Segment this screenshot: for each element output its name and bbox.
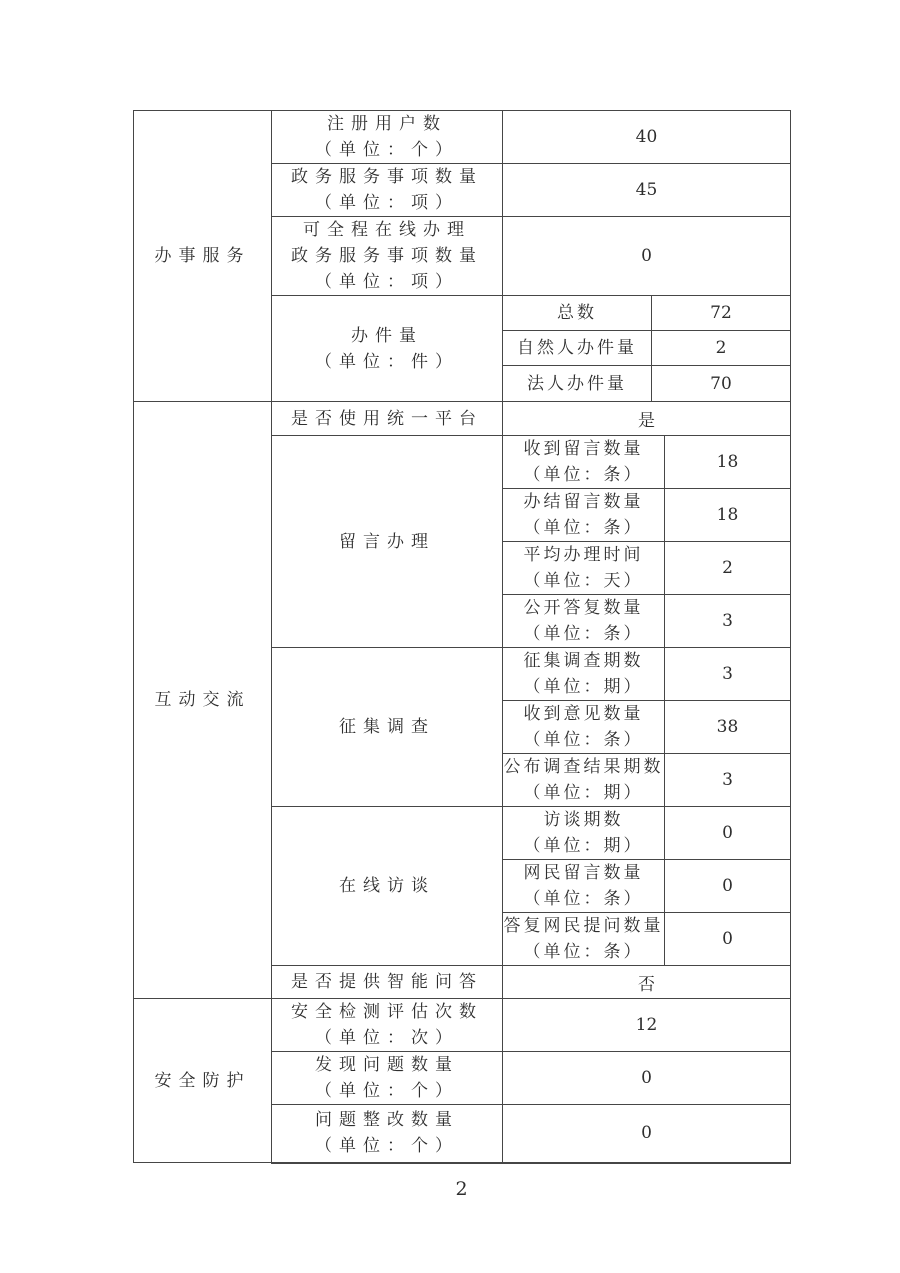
value-opinions-received: 38 (665, 701, 791, 754)
label-registered-users (272, 111, 503, 164)
label-unified-platform (272, 402, 503, 436)
page-number: 2 (455, 1178, 468, 1200)
category-cell-interaction (134, 402, 272, 999)
label-unit: （单位：件） (315, 351, 459, 372)
label-line: 发现问题数量 (315, 1055, 459, 1075)
group-survey-collection (272, 648, 503, 807)
label-survey-results-published (503, 754, 665, 807)
value-survey-results-published: 3 (665, 754, 791, 807)
label-opinions-received (503, 701, 665, 754)
group-label: 征集调查 (339, 717, 435, 737)
label-line: 办结留言数量 (523, 492, 644, 512)
label-unit: （单位：条） (523, 889, 644, 909)
category-cell-service (134, 111, 272, 402)
label-line: 注册用户数 (327, 114, 447, 134)
label-line: 安全检测评估次数 (291, 1002, 483, 1022)
label-line: 收到意见数量 (523, 704, 644, 724)
value-registered-users: 40 (503, 111, 791, 164)
category-label: 办事服务 (154, 246, 251, 266)
table-row (134, 111, 791, 164)
label-line: 平均办理时间 (523, 545, 644, 565)
label-unit: （单位：天） (523, 571, 644, 591)
group-label: 留言办理 (339, 531, 435, 552)
value-survey-periods: 3 (665, 648, 791, 701)
label-line: 答复网民提问数量 (503, 916, 664, 936)
label-unit: （单位：项） (315, 272, 459, 292)
label-line: 政务服务事项数量 (291, 167, 483, 187)
label-messages-completed (503, 489, 665, 542)
value-interview-periods: 0 (665, 807, 791, 860)
group-label: 在线访谈 (339, 876, 435, 896)
label-line: 公布调查结果期数 (503, 757, 664, 777)
value-online-items: 0 (503, 217, 791, 296)
label-total-cases (503, 296, 652, 331)
label-line: 政务服务事项数量 (291, 246, 483, 266)
value-messages-received: 18 (665, 436, 791, 489)
label-unit: （单位：个） (315, 1136, 459, 1157)
label-line: 公开答复数量 (523, 598, 644, 618)
value-total-cases: 72 (652, 296, 791, 331)
value-smart-qa: 否 (503, 966, 791, 999)
label-line: 收到留言数量 (523, 439, 644, 459)
label-unit: （单位：期） (523, 677, 644, 697)
value-average-handling-time: 2 (665, 542, 791, 595)
label-line: 法人办件量 (527, 373, 627, 394)
table-row (134, 402, 791, 436)
label-line: 是否提供智能问答 (291, 972, 483, 992)
value-service-items: 45 (503, 164, 791, 217)
label-public-replies (503, 595, 665, 648)
label-line: 自然人办件量 (517, 338, 637, 358)
value-netizen-messages: 0 (665, 860, 791, 913)
category-cell-security (134, 999, 272, 1163)
statistics-table (133, 110, 791, 1164)
label-line: 问题整改数量 (315, 1110, 459, 1131)
value-unified-platform: 是 (503, 402, 791, 436)
value-public-replies: 3 (665, 595, 791, 648)
label-unit: （单位：次） (315, 1028, 459, 1048)
label-line: 网民留言数量 (523, 863, 644, 883)
value-problems-found: 0 (503, 1052, 791, 1105)
category-label: 互动交流 (154, 690, 251, 710)
label-unit: （单位：条） (523, 730, 644, 750)
table-row (134, 999, 791, 1052)
label-problems-found (272, 1052, 503, 1105)
label-unit: （单位：条） (523, 518, 644, 538)
label-line: 可全程在线办理 (303, 220, 471, 240)
label-interview-periods (503, 807, 665, 860)
label-unit: （单位：条） (523, 942, 644, 962)
label-unit: （单位：条） (523, 465, 644, 485)
label-line: 征集调查期数 (523, 651, 644, 671)
label-unit: （单位：期） (523, 783, 644, 803)
label-line: 办件量 (351, 325, 423, 346)
label-line: 是否使用统一平台 (291, 408, 483, 429)
label-smart-qa (272, 966, 503, 999)
group-message-handling (272, 436, 503, 648)
label-natural-person-cases (503, 331, 652, 366)
label-unit: （单位：个） (315, 1081, 459, 1101)
label-legal-person-cases (503, 366, 652, 402)
value-security-assessments: 12 (503, 999, 791, 1052)
value-messages-completed: 18 (665, 489, 791, 542)
label-security-assessments (272, 999, 503, 1052)
label-problems-rectified (272, 1105, 503, 1163)
category-label: 安全防护 (154, 1070, 251, 1091)
label-line: 访谈期数 (543, 810, 624, 830)
label-unit: （单位：条） (523, 624, 644, 644)
value-problems-rectified: 0 (503, 1105, 791, 1163)
label-messages-received (503, 436, 665, 489)
label-service-items (272, 164, 503, 217)
label-netizen-questions-answered (503, 913, 665, 966)
label-survey-periods (503, 648, 665, 701)
label-case-volume (272, 296, 503, 402)
label-netizen-messages (503, 860, 665, 913)
label-unit: （单位：项） (315, 193, 459, 213)
value-natural-person-cases: 2 (652, 331, 791, 366)
label-unit: （单位：个） (315, 140, 459, 160)
value-netizen-questions-answered: 0 (665, 913, 791, 966)
label-online-items (272, 217, 503, 296)
group-online-interview (272, 807, 503, 966)
label-average-handling-time (503, 542, 665, 595)
value-legal-person-cases: 70 (652, 366, 791, 402)
label-line: 总数 (557, 303, 597, 323)
label-unit: （单位：期） (523, 836, 644, 856)
